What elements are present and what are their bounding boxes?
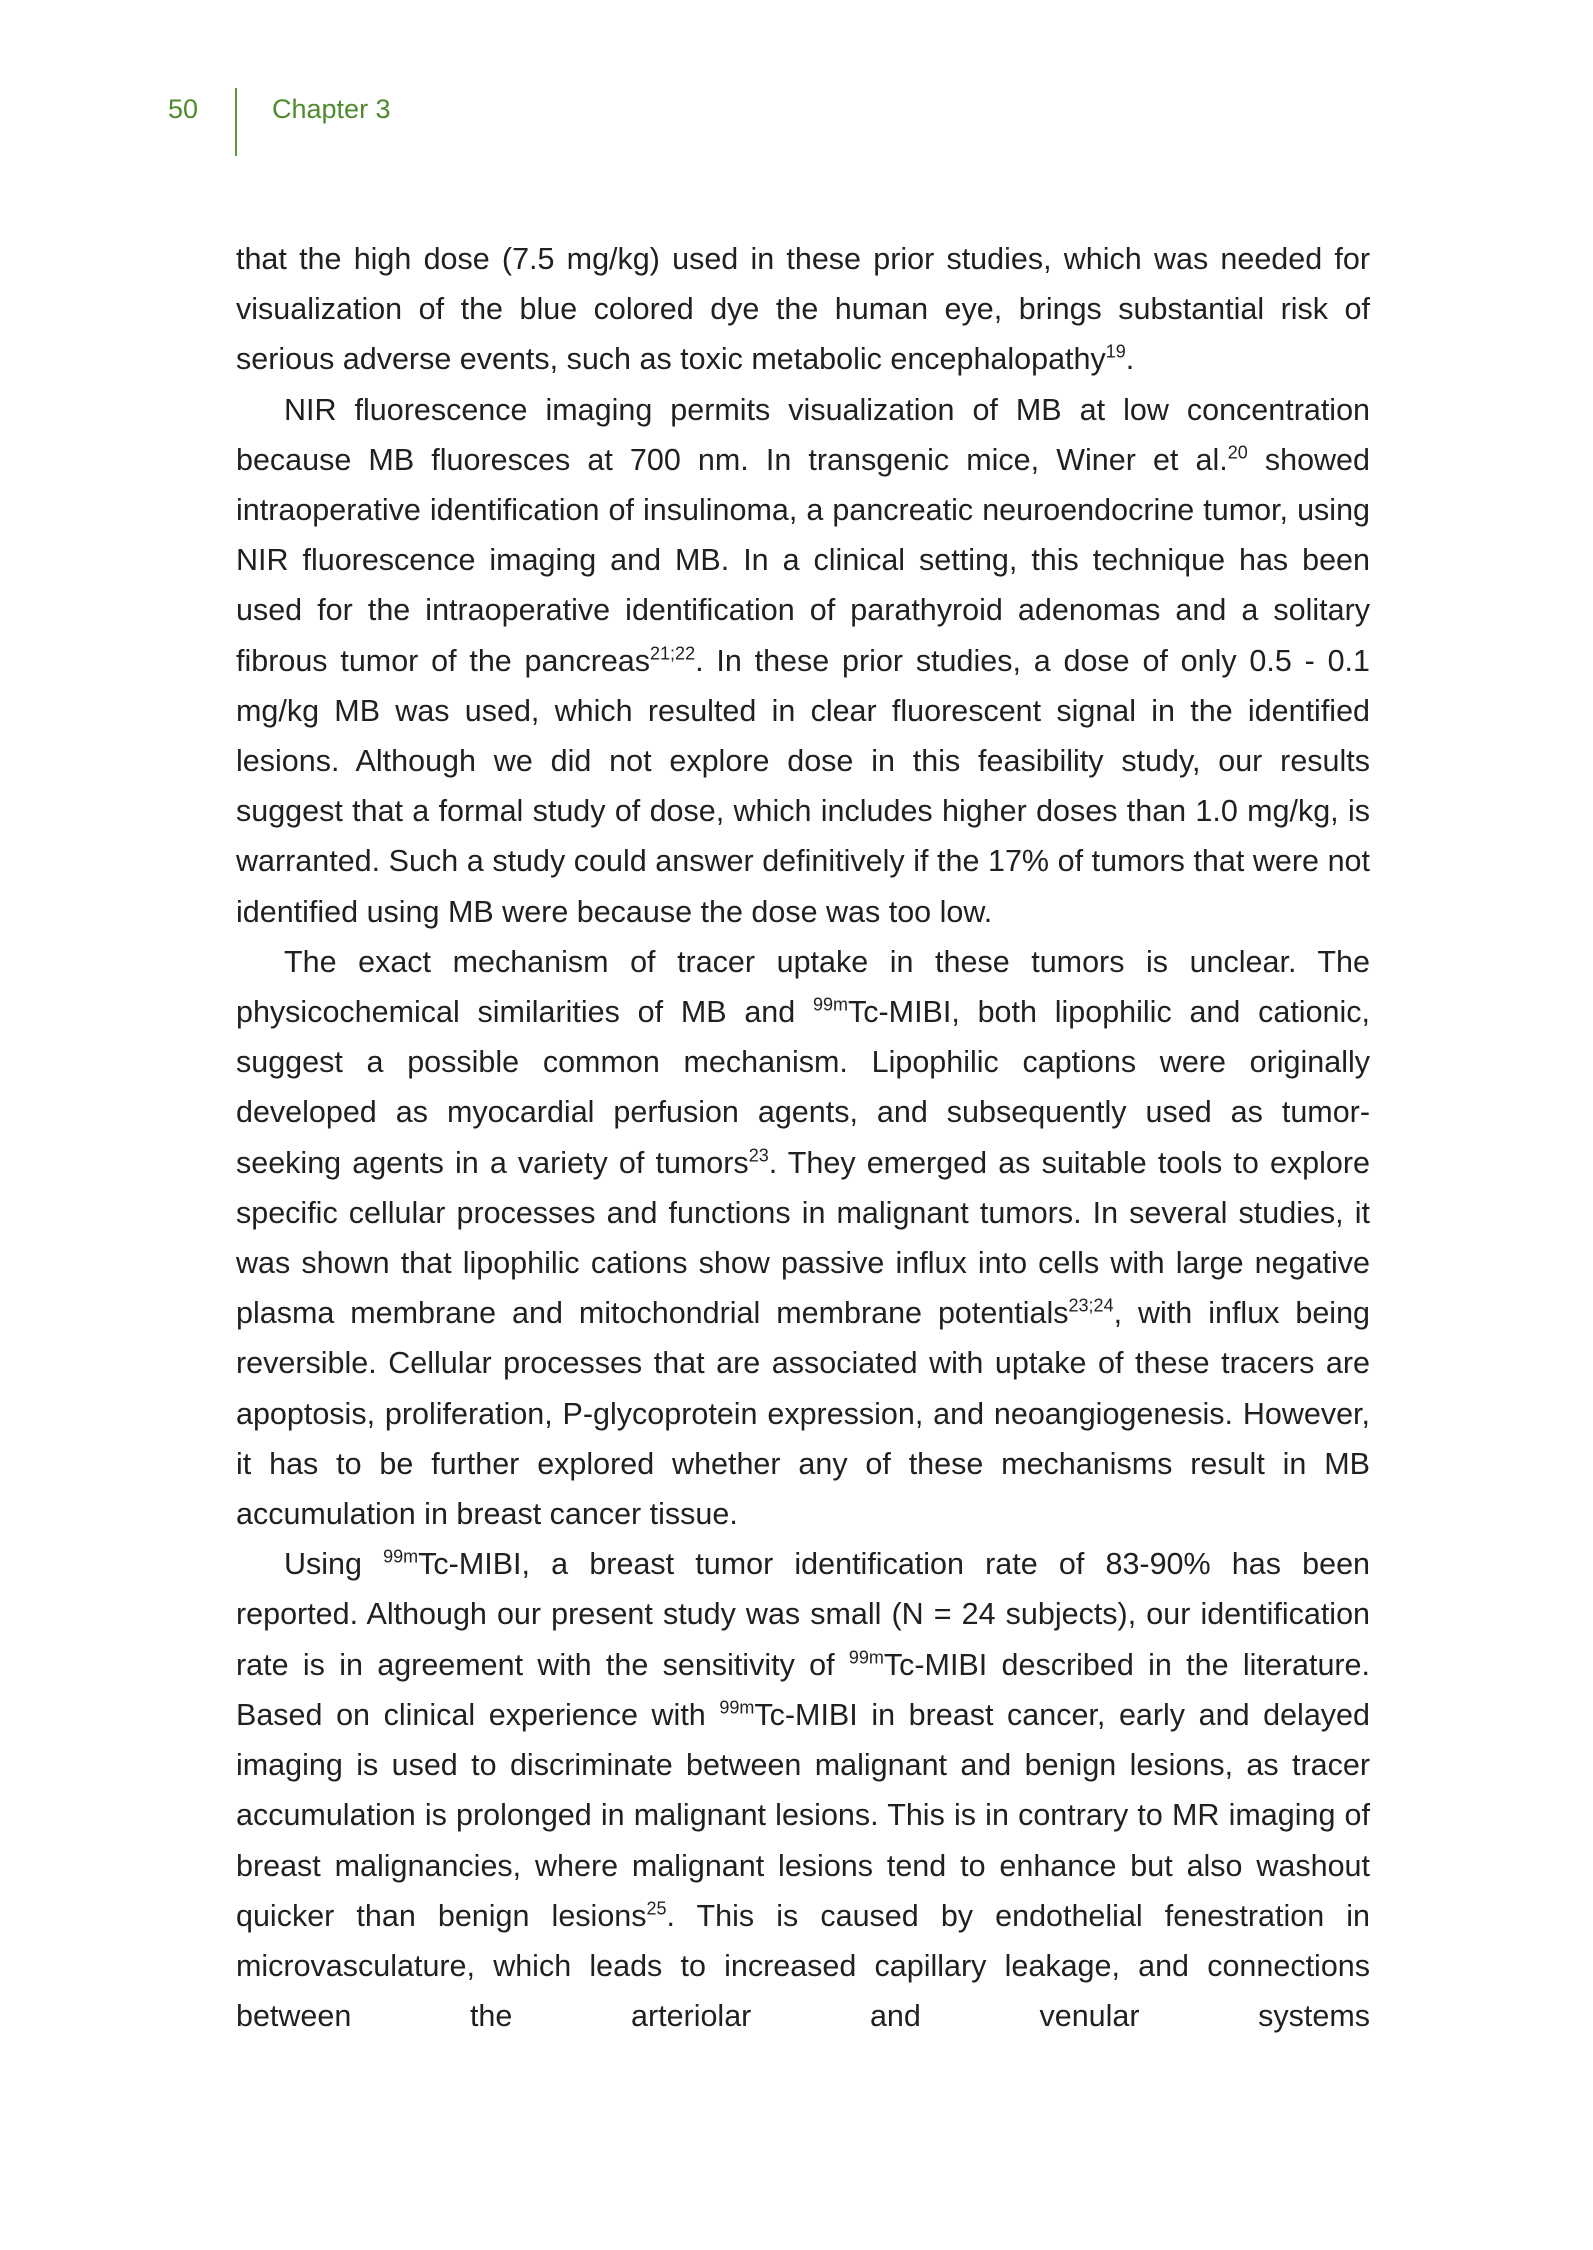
isotope-superscript: 99m xyxy=(848,1647,884,1667)
body-text xyxy=(236,234,1370,2041)
isotope-superscript: 99m xyxy=(383,1546,419,1567)
text-run: The exact mechanism of tracer uptake in these tumors is unclear. The physicochemical similarities of MB and xyxy=(236,944,1370,1030)
text-run: Tc-MIBI described in the literature. Based on clinical experience with xyxy=(236,1647,1370,1732)
text-run: showed intraoperative identification of insulinoma, a pancreatic neuroendocrine tumor, using NIR fluorescence imaging and MB. In a clinical setting, this technique has been used for the intraoperative identification of parathyroid adenomas and a solitary fibrous tumor of the pancreas xyxy=(236,442,1370,678)
text-run: NIR fluorescence imaging permits visualization of MB at low concentration because MB fluoresces at 700 nm. In transgenic mice, Winer et al. xyxy=(236,392,1370,477)
citation-ref: 23;24 xyxy=(1068,1295,1114,1316)
citation-ref: 21;22 xyxy=(650,642,696,663)
text-run: . xyxy=(1125,342,1135,377)
citation-ref: 25 xyxy=(646,1898,667,1919)
text-run: Tc-MIBI in breast cancer, early and delayed imaging is used to discriminate between malignant and benign lesions, as tracer accumulation is prolonged in malignant lesions. This is in contrary to MR imaging of breast malignancies, where malignant lesions tend to enhance but also washout quicker than benign lesions xyxy=(236,1697,1370,1933)
citation-ref: 23 xyxy=(748,1144,769,1165)
isotope-superscript: 99m xyxy=(812,994,848,1015)
text-run: , with influx being reversible. Cellular processes that are associated with uptake of these tracers are apoptosis, proliferation, P-glycoprotein expression, and neoangiogenesis. However, it has to be further explored whether any of these mechanisms result in MB accumulation in breast cancer tissue. xyxy=(236,1296,1370,1532)
text-run: Using xyxy=(284,1547,384,1582)
paragraph-3 xyxy=(236,937,1370,1539)
paragraph-1 xyxy=(236,234,1370,385)
page-number: 50 xyxy=(168,94,199,124)
text-run: . They emerged as suitable tools to explore specific cellular processes and functions in malignant tumors. In several studies, it was shown that lipophilic cations show passive influx into cells with large negative plasma membrane and mitochondrial membrane potentials xyxy=(236,1145,1370,1331)
chapter-label: Chapter 3 xyxy=(272,94,391,124)
citation-ref: 19 xyxy=(1105,341,1126,362)
page-header xyxy=(0,88,1593,158)
paragraph-4 xyxy=(236,1539,1370,2041)
text-run: Tc-MIBI, both lipophilic and cationic, suggest a possible common mechanism. Lipophilic captions were originally developed as myocardial perfusion agents, and subsequently used as tumor-seeking agents in a variety of tumors xyxy=(236,995,1370,1180)
paragraph-2 xyxy=(236,385,1370,937)
text-run: . In these prior studies, a dose of only 0.5 - 0.1 mg/kg MB was used, which resulted in clear fluorescent signal in the identified lesions. Although we did not explore dose in this feasibility study, our results suggest that a formal study of dose, which includes higher doses than 1.0 mg/kg, is warranted. Such a study could answer definitively if the 17% of tumors that were not identified using MB were because the dose was too low. xyxy=(236,643,1370,929)
citation-ref: 20 xyxy=(1227,442,1248,463)
text-run: . This is caused by endothelial fenestration in microvasculature, which leads to increased capillary leakage, and connections between the arteriolar and venular systems xyxy=(236,1898,1370,2034)
isotope-superscript: 99m xyxy=(719,1697,755,1718)
text-run: that the high dose (7.5 mg/kg) used in these prior studies, which was needed for visualization of the blue colored dye the human eye, brings substantial risk of serious adverse events, such as toxic metabolic encephalopathy xyxy=(236,242,1370,377)
text-run: Tc-MIBI, a breast tumor identification rate of 83-90% has been reported. Although our present study was small (N = 24 subjects), our identification rate is in agreement with the sensitivity of xyxy=(236,1547,1370,1682)
header-divider xyxy=(235,88,237,156)
